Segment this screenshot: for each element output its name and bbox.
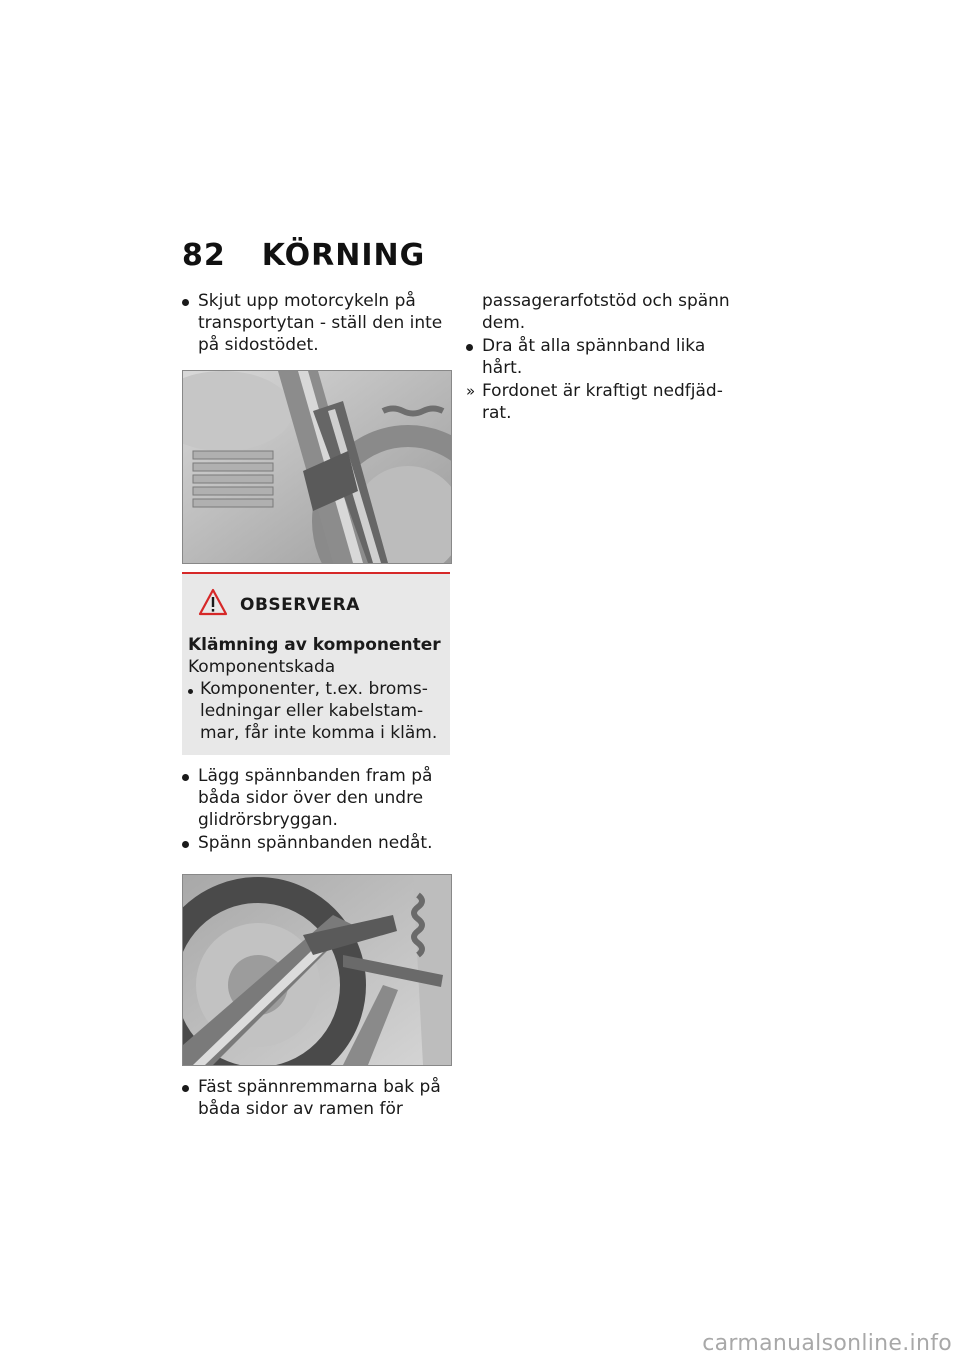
bullet-icon xyxy=(182,765,196,787)
step-text: Dra åt alla spännband lika hårt. xyxy=(482,336,706,378)
result-item xyxy=(466,380,736,424)
bullet-icon xyxy=(188,678,198,700)
bullet-icon xyxy=(466,335,480,357)
left-column xyxy=(182,290,452,1121)
warning-header xyxy=(188,588,444,622)
rear-strap-image xyxy=(182,874,452,1066)
right-column xyxy=(466,290,736,425)
step-text: Skjut upp motorcykeln på transportytan - ställ den inte på sidostödet. xyxy=(198,291,443,355)
step-text: Spänn spännbanden nedåt. xyxy=(198,833,433,853)
list-item xyxy=(182,765,452,831)
page-header xyxy=(182,238,425,273)
bullet-icon xyxy=(182,290,196,312)
bullet-icon xyxy=(182,832,196,854)
warning-title: OBSERVERA xyxy=(240,595,360,615)
warning-instruction xyxy=(188,678,444,744)
warning-box xyxy=(182,572,450,755)
bullet-icon xyxy=(182,1076,196,1098)
list-item xyxy=(182,290,452,356)
result-marker: » xyxy=(466,382,476,400)
section-title: KÖRNING xyxy=(261,238,426,273)
watermark: carmanualsonline.info xyxy=(702,1331,952,1356)
warning-triangle-icon xyxy=(198,588,228,622)
step-text: passagerarfotstöd och spänn dem. xyxy=(482,291,730,333)
step-text: Fäst spännremmarna bak på båda sidor av ramen för xyxy=(198,1077,441,1119)
list-item-continuation xyxy=(466,290,736,334)
page-number: 82 xyxy=(182,238,226,273)
step-text: Lägg spännbanden fram på båda sidor över den undre glidrörsbryggan. xyxy=(198,766,433,830)
warning-consequence: Komponentskada xyxy=(188,657,336,677)
list-item xyxy=(182,832,452,854)
list-item xyxy=(466,335,736,379)
result-text: Fordonet är kraftigt nedfjädrat. xyxy=(482,381,723,423)
list-item xyxy=(182,1076,452,1120)
warning-instruction-text: Komponenter, t.ex. bromsledningar eller kabelstammar, får inte komma i kläm. xyxy=(200,679,438,743)
front-fork-strap-image xyxy=(182,370,452,564)
warning-subtitle: Klämning av komponenter xyxy=(188,635,441,655)
